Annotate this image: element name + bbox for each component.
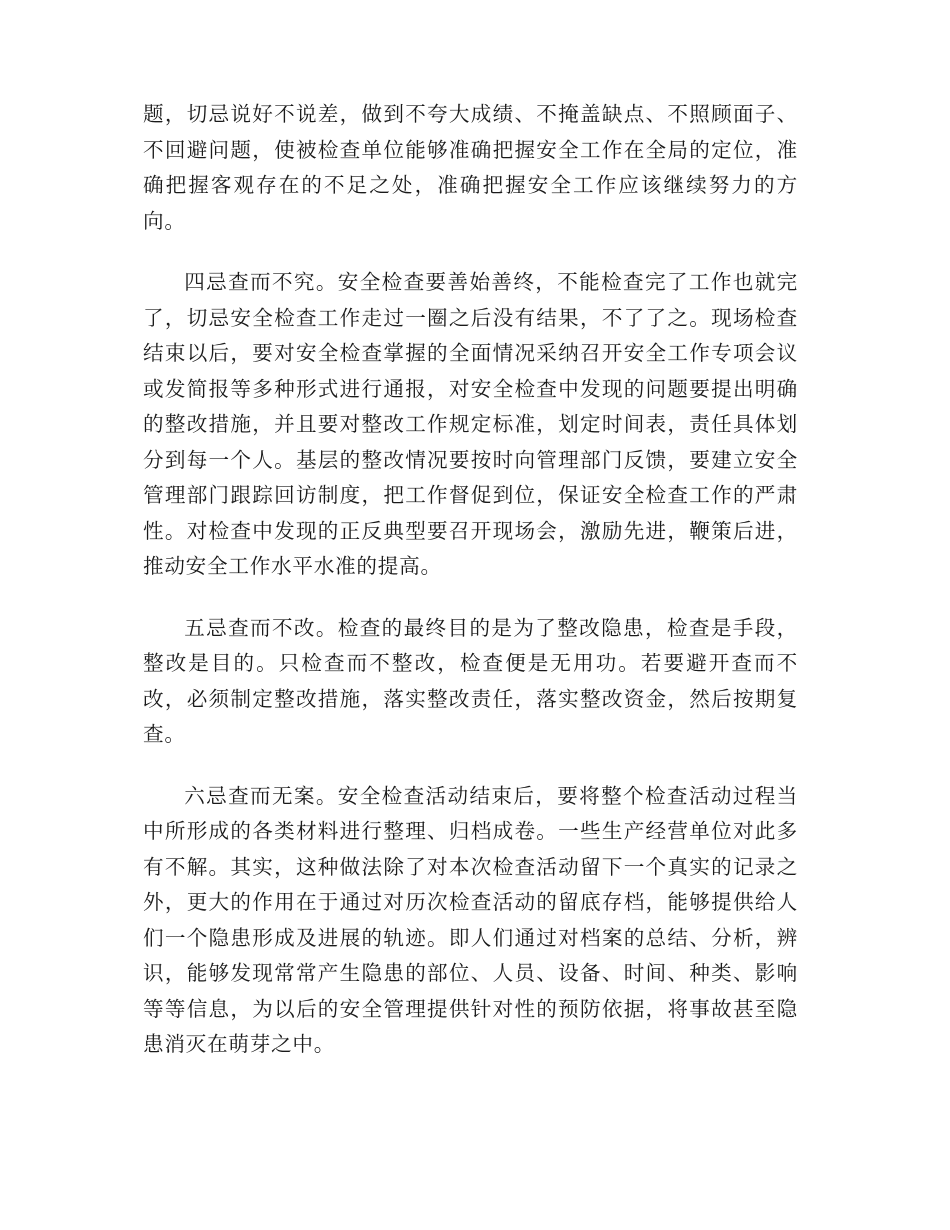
document-body bbox=[143, 97, 798, 1089]
paragraph-four-taboo: 四忌查而不究。安全检查要善始善终，不能检查完了工作也就完了，切忌安全检查工作走过一圈之后没有结果，不了了之。现场检查结束以后，要对安全检查掌握的全面情况采纳召开安全工作专项会议或发简报等多种形式进行通报，对安全检查中发现的问题要提出明确的整改措施，并且要对整改工作规定标准，划定时间表，责任具体划分到每一个人。基层的整改情况要按时向管理部门反馈，要建立安全管理部门跟踪回访制度，把工作督促到位，保证安全检查工作的严肃性。对检查中发现的正反典型要召开现场会，激励先进，鞭策后进，推动安全工作水平水准的提高。 bbox=[143, 270, 798, 578]
paragraph-five-taboo: 五忌查而不改。检查的最终目的是为了整改隐患，检查是手段，整改是目的。只检查而不整改，检查便是无用功。若要避开查而不改，必须制定整改措施，落实整改责任，落实整改资金，然后按期复查。 bbox=[143, 615, 798, 746]
paragraph-continuation: 题，切忌说好不说差，做到不夸大成绩、不掩盖缺点、不照顾面子、不回避问题，使被检查单位能够准确把握安全工作在全局的定位，准确把握客观存在的不足之处，准确把握安全工作应该继续努力的方向。 bbox=[143, 102, 798, 233]
paragraph-six-taboo: 六忌查而无案。安全检查活动结束后，要将整个检查活动过程当中所形成的各类材料进行整理、归档成卷。一些生产经营单位对此多有不解。其实，这种做法除了对本次检查活动留下一个真实的记录之外，更大的作用在于通过对历次检查活动的留底存档，能够提供给人们一个隐患形成及进展的轨迹。即人们通过对档案的总结、分析，辨识，能够发现常常产生隐患的部位、人员、设备、时间、种类、影响等等信息，为以后的安全管理提供针对性的预防依据，将事故甚至隐患消灭在萌芽之中。 bbox=[143, 783, 798, 1056]
